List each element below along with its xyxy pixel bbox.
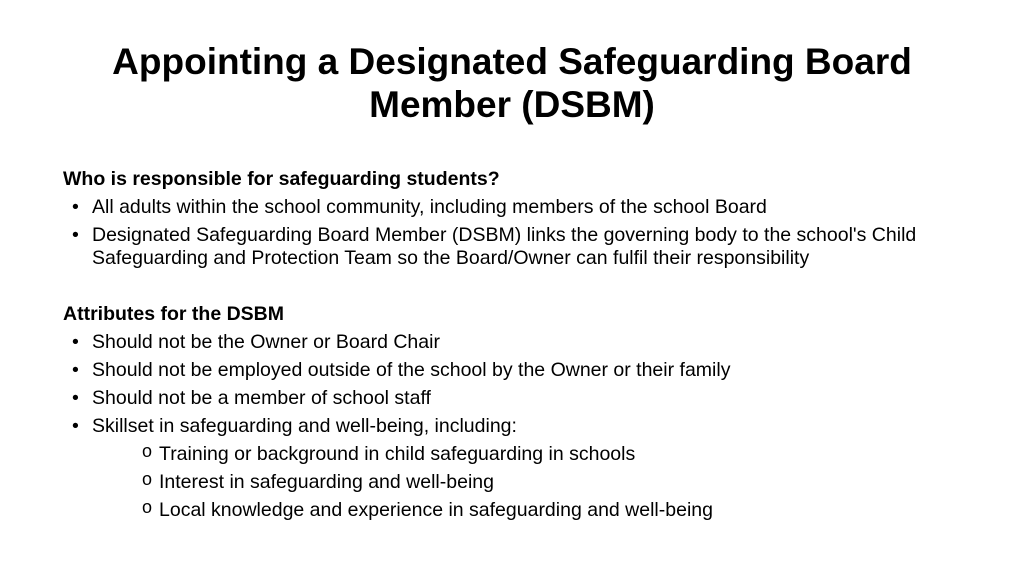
sub-bullet-text: Local knowledge and experience in safeguarding and well-being (159, 499, 713, 521)
sub-bullet-item (63, 471, 963, 494)
sub-bullet-text: Training or background in child safeguarding in schools (159, 443, 636, 465)
section-heading: Attributes for the DSBM (63, 303, 284, 325)
section-attributes (63, 303, 963, 522)
slide-title: Appointing a Designated Safeguarding Board Member (DSBM) (112, 41, 912, 125)
bullet-item (63, 387, 963, 410)
bullet-icon: • (72, 415, 79, 437)
bullet-text: Designated Safeguarding Board Member (DSBM) links the governing body to the school's Child Safeguarding and Protection Team so the Board/Owner can fulfil their responsibility (92, 224, 917, 269)
bullet-text: Should not be a member of school staff (92, 387, 431, 409)
sub-bullet-item (63, 443, 963, 466)
bullet-item (63, 415, 963, 438)
hollow-circle-bullet-icon: o (142, 497, 153, 517)
bullet-icon: • (72, 359, 79, 381)
bullet-item (63, 331, 963, 354)
section-heading: Who is responsible for safeguarding students? (63, 168, 500, 190)
bullet-text: All adults within the school community, including members of the school Board (92, 196, 767, 218)
bullet-item (63, 359, 963, 382)
bullet-list (63, 196, 963, 270)
bullet-text: Skillset in safeguarding and well-being, including: (92, 415, 517, 437)
sub-bullet-list (63, 443, 963, 522)
bullet-icon: • (72, 224, 79, 246)
hollow-circle-bullet-icon: o (142, 469, 153, 489)
bullet-item (63, 196, 963, 219)
bullet-text: Should not be employed outside of the school by the Owner or their family (92, 359, 731, 381)
hollow-circle-bullet-icon: o (142, 441, 153, 461)
bullet-item (63, 224, 963, 270)
bullet-icon: • (72, 387, 79, 409)
bullet-icon: • (72, 196, 79, 218)
sub-bullet-item (63, 499, 963, 522)
section-responsibility (63, 168, 963, 270)
slide-content (63, 168, 963, 522)
bullet-text: Should not be the Owner or Board Chair (92, 331, 440, 353)
bullet-icon: • (72, 331, 79, 353)
bullet-list (63, 331, 963, 438)
sub-bullet-text: Interest in safeguarding and well-being (159, 471, 494, 493)
